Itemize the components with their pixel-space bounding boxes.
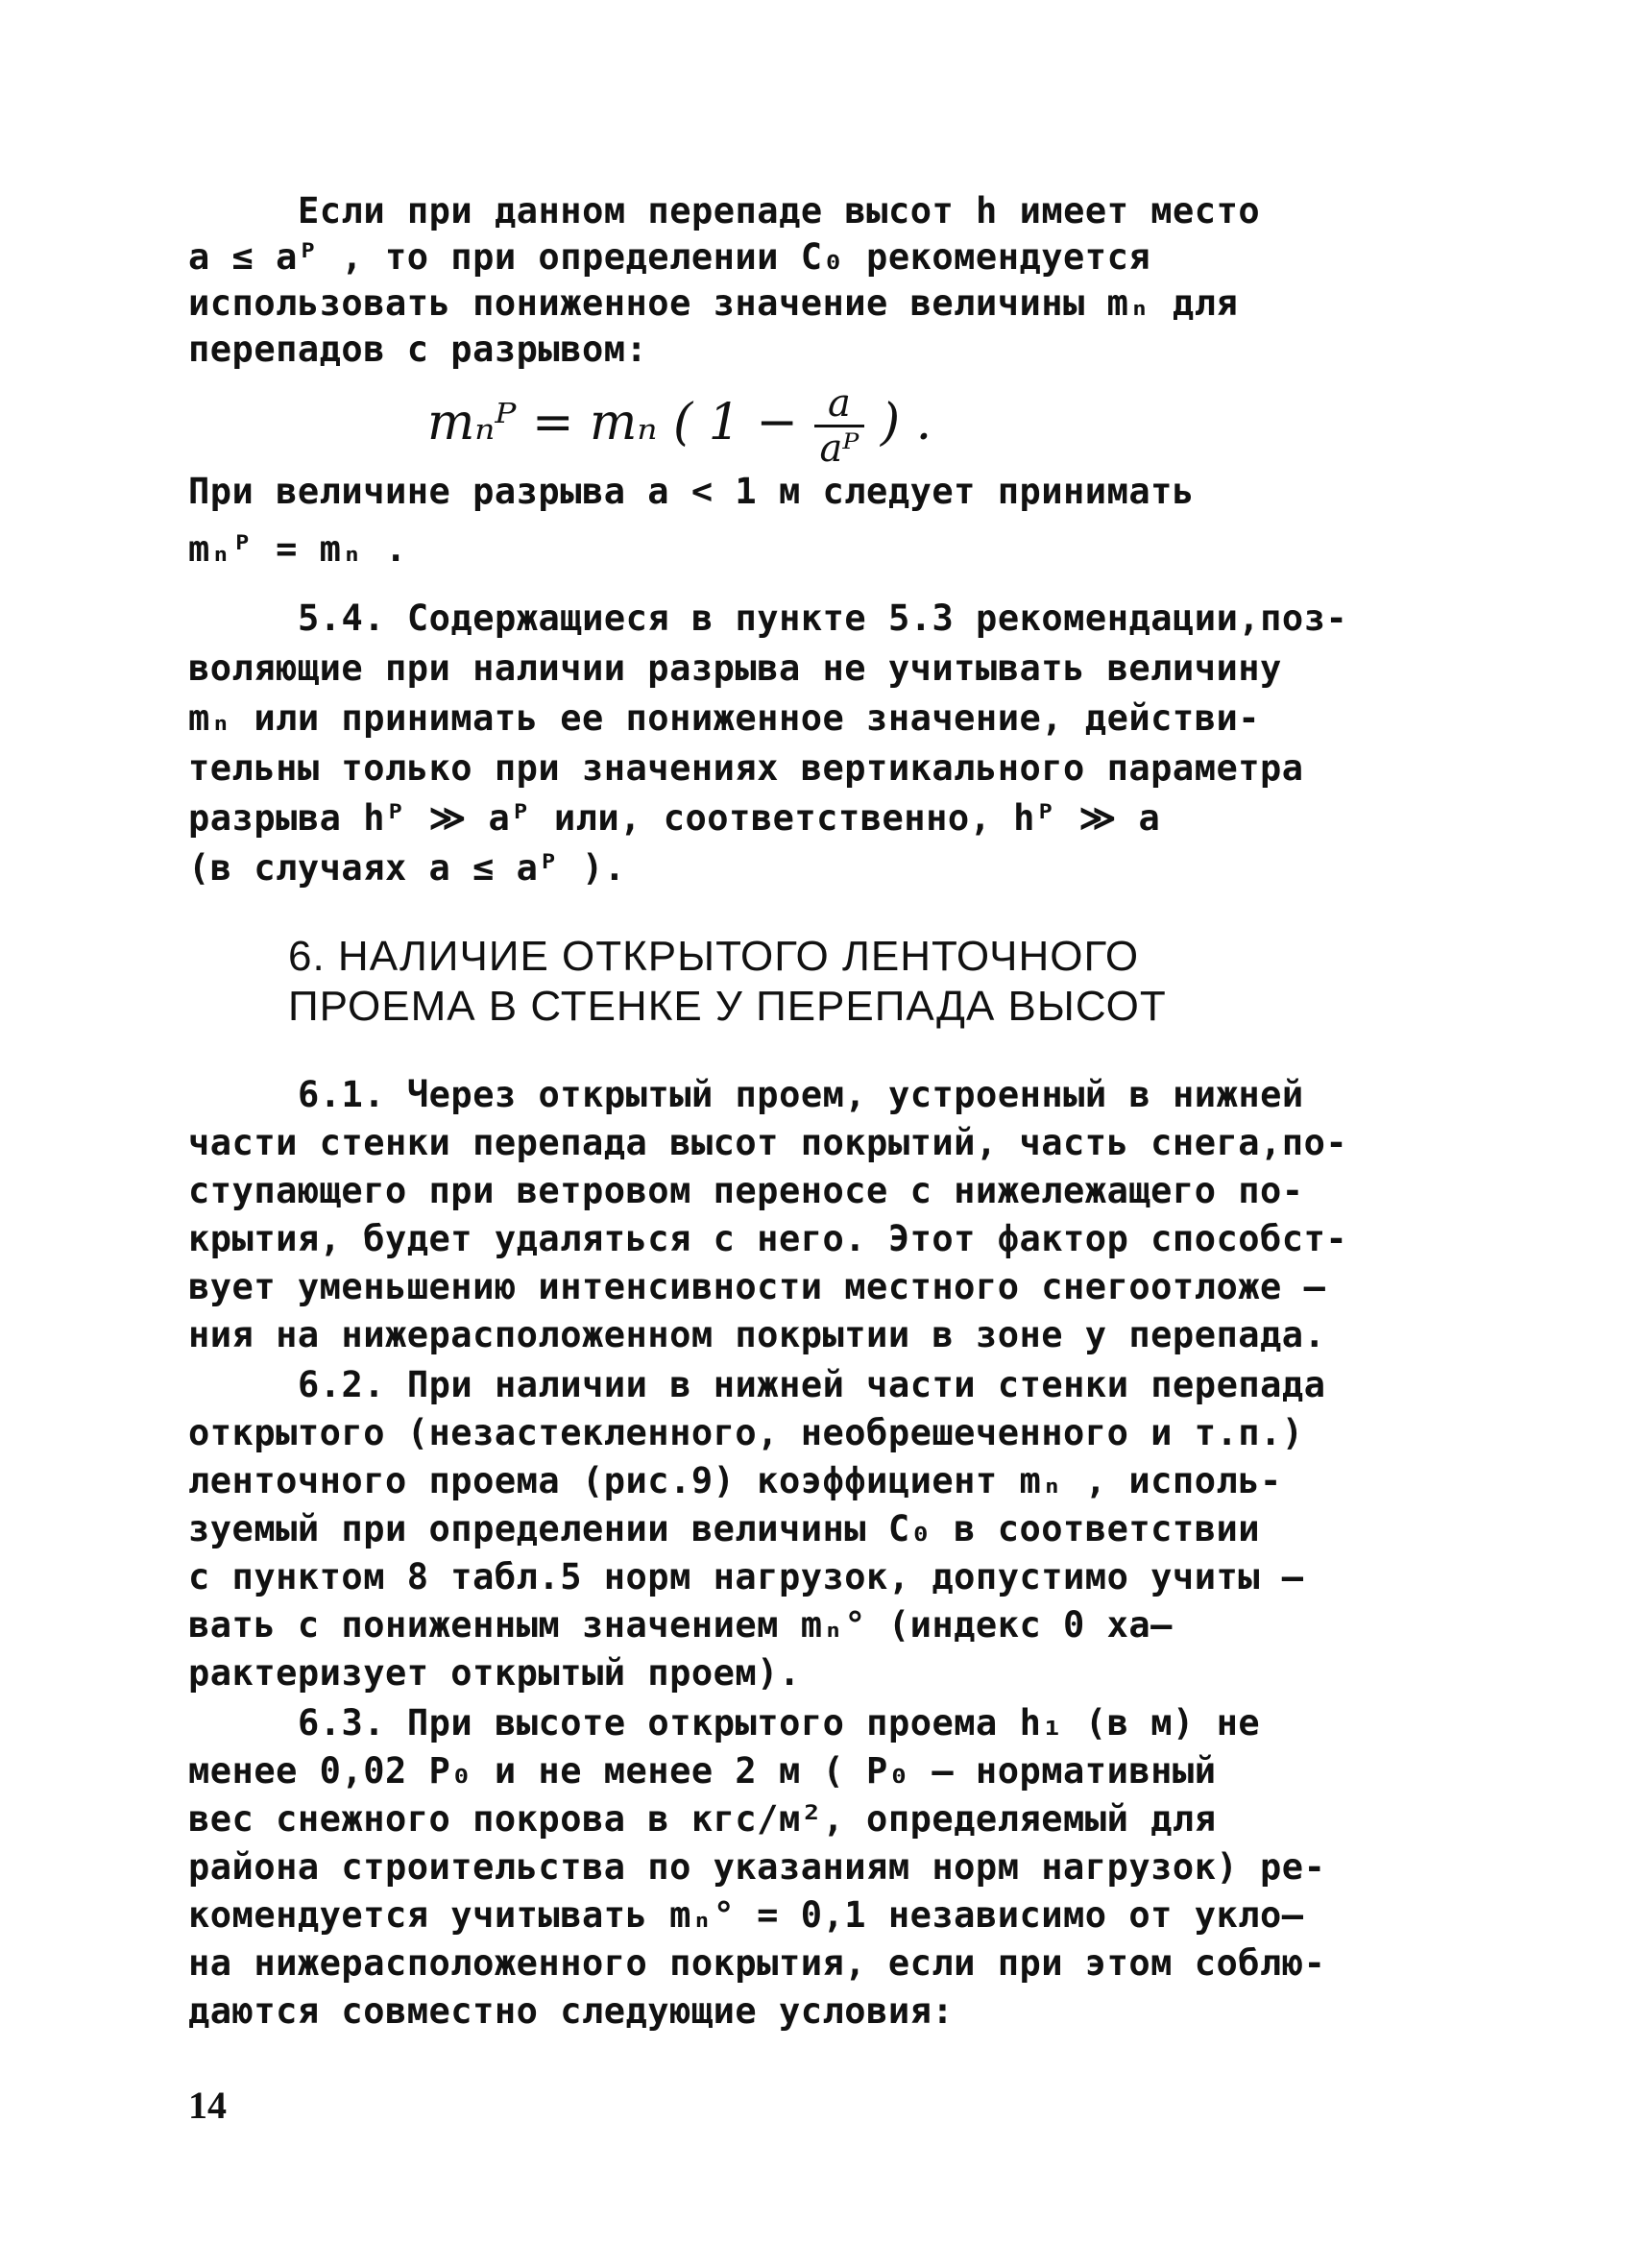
text-line: даются совместно следующие условия: [188,1990,955,2032]
text-line: вать с пониженным значением mₙ° (индекс 0 ха– [188,1604,1173,1646]
text-line: района строительства по указаниям норм нагрузок) ре- [188,1846,1326,1888]
text-line: перепадов с разрывом: [188,329,648,370]
text-line: 5.4. Содержащиеся в пункте 5.3 рекомендации,поз- [298,597,1348,639]
formula-denominator: aᴾ [819,427,859,471]
text-line: воляющие при наличии разрыва не учитывать величину [188,647,1282,689]
text-line: тельны только при значениях вертикального параметра [188,747,1304,789]
text-line: ленточного проема (рис.9) коэффициент mₙ , исполь- [188,1460,1282,1501]
text-line: При величине разрыва a < 1 м следует принимать [188,471,1195,512]
text-line: a ≤ aᴾ , то при определении C₀ рекомендуется [188,236,1151,278]
text-line: открытого (незастекленного, необрешеченного и т.п.) [188,1412,1304,1453]
text-line: Если при данном перепаде высот h имеет место [298,190,1261,232]
text-line: 6.3. При высоте открытого проема h₁ (в м) не [298,1702,1261,1744]
formula-lhs: mₙᴾ = mₙ ( 1 − [427,394,798,451]
formula-rhs: ) . [880,394,932,451]
text-line: менее 0,02 P₀ и не менее 2 м ( P₀ – нормативный [188,1750,1217,1792]
text-line: использовать пониженное значение величины mₙ для [188,282,1239,324]
text-line: вует уменьшению интенсивности местного снегоотложе – [188,1266,1326,1307]
text-line: mₙᴾ = mₙ . [188,528,407,570]
text-line: ступающего при ветровом переносе с нижележащего по- [188,1170,1304,1211]
text-line: зуемый при определении величины C₀ в соответствии [188,1508,1261,1549]
text-line: комендуется учитывать mₙ° = 0,1 независимо от укло– [188,1894,1304,1936]
text-line: с пунктом 8 табл.5 норм нагрузок, допустимо учиты – [188,1556,1304,1597]
formula-numerator: a [814,382,865,427]
text-line: рактеризует открытый проем). [188,1652,801,1694]
text-line: 6.1. Через открытый проем, устроенный в нижней [298,1074,1304,1115]
text-line: (в случаях a ≤ aᴾ ). [188,847,626,889]
text-line: 6.2. При наличии в нижней части стенки перепада [298,1364,1326,1405]
formula-fraction [814,382,865,470]
text-line: ния на нижерасположенном покрытии в зоне у перепада. [188,1314,1326,1355]
section-heading: 6. НАЛИЧИЕ ОТКРЫТОГО ЛЕНТОЧНОГО [288,933,1140,980]
text-line: на нижерасположенного покрытия, если при этом соблю- [188,1942,1326,1984]
section-heading: ПРОЕМА В СТЕНКЕ У ПЕРЕПАДА ВЫСОТ [288,983,1167,1030]
text-line: mₙ или принимать ее пониженное значение, действи- [188,697,1261,739]
page-number: 14 [188,2084,227,2127]
text-line: крытия, будет удаляться с него. Этот фактор способст- [188,1218,1348,1259]
text-line: разрыва hᴾ ≫ aᴾ или, соответственно, hᴾ ≫ a [188,797,1161,839]
text-line: части стенки перепада высот покрытий, часть снега,по- [188,1122,1348,1163]
text-line: вес снежного покрова в кгс/м², определяемый для [188,1798,1217,1840]
